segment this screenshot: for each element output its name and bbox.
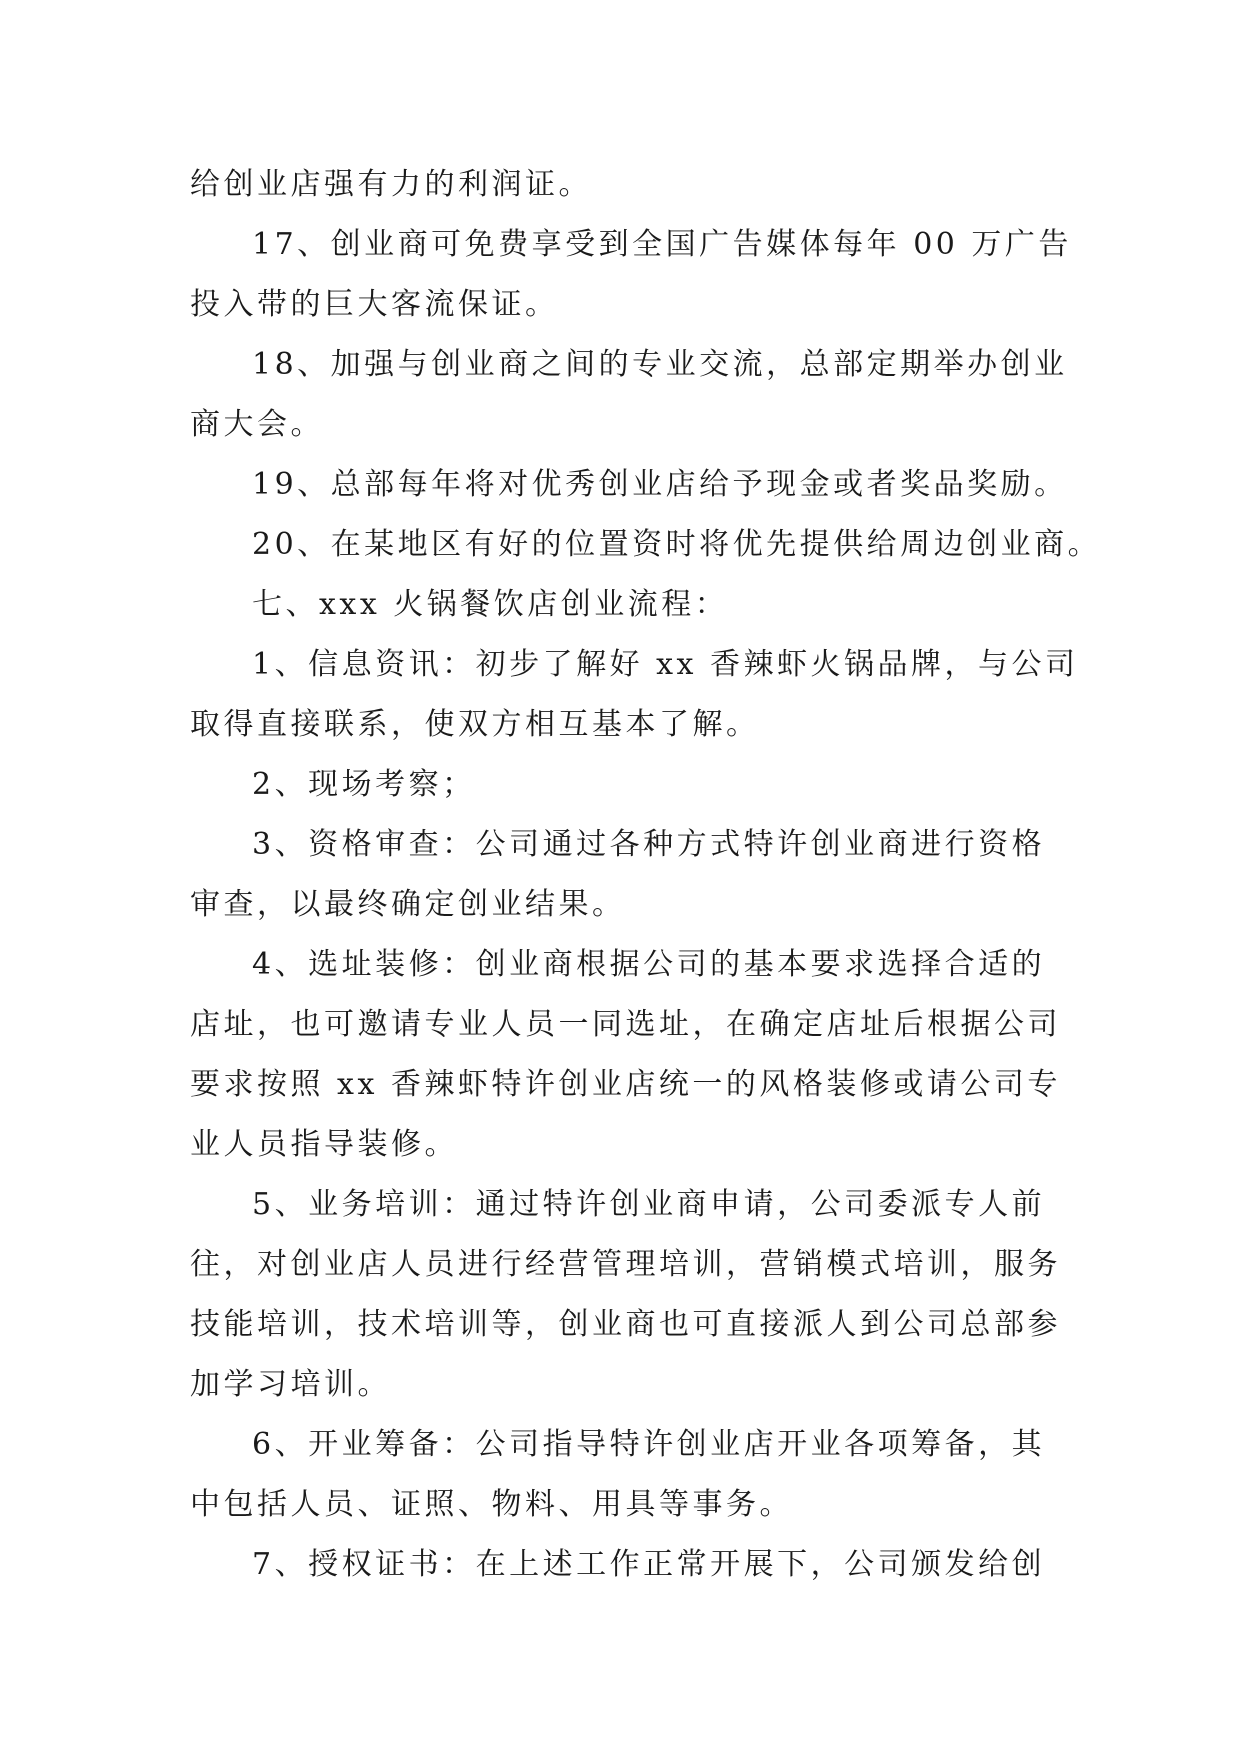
text-line: 要求按照 xx 香辣虾特许创业店统一的风格装修或请公司专: [190, 1067, 1061, 1102]
text-line: 19、总部每年将对优秀创业店给予现金或者奖品奖励。: [252, 467, 1068, 502]
text-line: 5、业务培训：通过特许创业商申请，公司委派专人前: [252, 1187, 1046, 1222]
document-body: [190, 155, 1102, 1595]
text-line: 2、现场考察；: [252, 767, 476, 802]
text-line: 中包括人员、证照、物料、用具等事务。: [190, 1487, 793, 1522]
text-line: 3、资格审查：公司通过各种方式特许创业商进行资格: [252, 827, 1046, 862]
text-line: 6、开业筹备：公司指导特许创业店开业各项筹备，其: [252, 1427, 1046, 1462]
text-line: 取得直接联系，使双方相互基本了解。: [190, 707, 760, 742]
text-line: 7、授权证书：在上述工作正常开展下，公司颁发给创: [252, 1547, 1046, 1582]
text-line: 20、在某地区有好的位置资时将优先提供给周边创业商。: [252, 527, 1102, 562]
text-line: 技能培训，技术培训等，创业商也可直接派人到公司总部参: [190, 1307, 1061, 1342]
text-line: 审查，以最终确定创业结果。: [190, 887, 626, 922]
section-heading: 七、xxx 火锅餐饮店创业流程：: [252, 587, 729, 622]
text-line: 商大会。: [190, 407, 324, 442]
text-line: 4、选址装修：创业商根据公司的基本要求选择合适的: [252, 947, 1046, 982]
text-line: 业人员指导装修。: [190, 1127, 458, 1162]
text-line: 店址，也可邀请专业人员一同选址，在确定店址后根据公司: [190, 1007, 1061, 1042]
text-line: 加学习培训。: [190, 1367, 391, 1402]
text-line: 18、加强与创业商之间的专业交流，总部定期举办创业: [252, 347, 1068, 382]
text-line: 17、创业商可免费享受到全国广告媒体每年 00 万广告: [252, 227, 1072, 262]
text-line: 1、信息资讯：初步了解好 xx 香辣虾火锅品牌，与公司: [252, 647, 1079, 682]
text-line: 往，对创业店人员进行经营管理培训，营销模式培训，服务: [190, 1247, 1061, 1282]
text-line: 投入带的巨大客流保证。: [190, 287, 559, 322]
text-line: 给创业店强有力的利润证。: [190, 167, 592, 202]
